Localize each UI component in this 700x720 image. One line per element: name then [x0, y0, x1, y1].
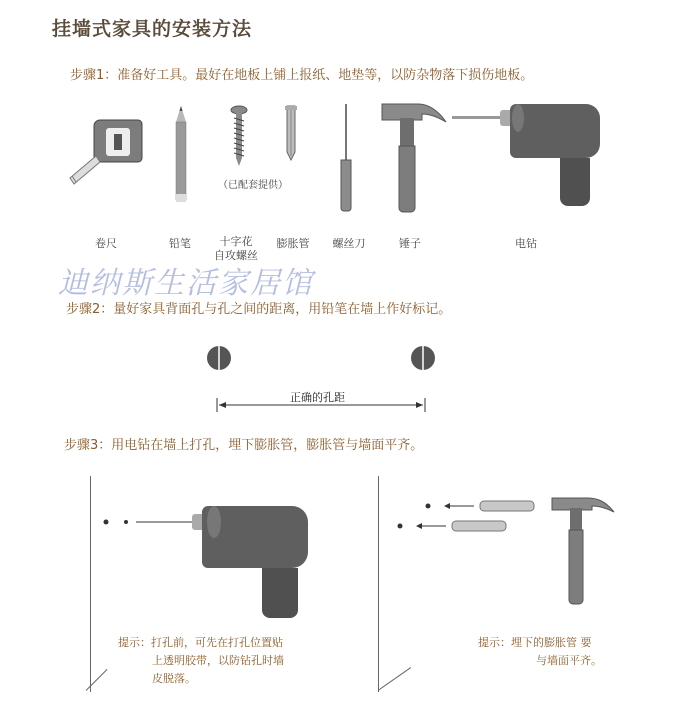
hammer-icon	[378, 98, 448, 218]
tape-measure-icon	[64, 112, 154, 192]
page-title: 挂墙式家具的安装方法	[52, 18, 253, 40]
tool-label-hammer: 锤子	[399, 237, 421, 250]
tip-right-line2: 与墙面平齐。	[536, 654, 602, 667]
tool-label-screwdriver: 螺丝刀	[332, 237, 366, 250]
step1-text: 步骤1：准备好工具。最好在地板上铺上报纸、地垫等，以防杂物落下损伤地板。	[70, 68, 534, 83]
tool-label-anchor: 膨胀管	[276, 237, 310, 250]
tool-label-screw: 十字花 自攻螺丝	[214, 235, 258, 262]
tip-left-line1: 提示：打孔前，可先在打孔位置贴	[118, 636, 283, 649]
step3-text: 步骤3：用电钻在墙上打孔，埋下膨胀管，膨胀管与墙面平齐。	[64, 438, 424, 453]
wall-line-left	[90, 476, 91, 692]
screw-provided-note: （已配套提供）	[218, 180, 288, 191]
hole-spacing-label: 正确的孔距	[290, 391, 345, 404]
step2-text: 步骤2：量好家具背面孔与孔之间的距离，用铅笔在墙上作好标记。	[66, 302, 452, 317]
tool-label-drill: 电钻	[515, 237, 537, 250]
watermark-text: 迪纳斯生活家居馆	[58, 266, 314, 301]
pencil-icon	[172, 104, 190, 208]
screwdriver-icon	[336, 102, 356, 214]
tip-left-line2: 上透明胶带，以防钻孔时墙	[152, 654, 284, 667]
anchor-insertion-diagram	[392, 484, 624, 612]
drilling-wall-diagram	[100, 496, 324, 622]
drill-icon	[448, 96, 608, 212]
floor-corner-right	[378, 667, 411, 691]
tip-left-line3: 皮脱落。	[152, 672, 196, 685]
wall-line-right	[378, 476, 379, 692]
tool-label-tape: 卷尺	[95, 237, 117, 250]
hole-spacing-diagram	[200, 338, 440, 420]
floor-corner-left	[86, 669, 108, 691]
anchor-icon	[280, 102, 302, 162]
tool-label-pencil: 铅笔	[169, 237, 191, 250]
screw-icon	[228, 104, 250, 168]
tip-right-line1: 提示：埋下的膨胀管 要	[478, 636, 592, 649]
